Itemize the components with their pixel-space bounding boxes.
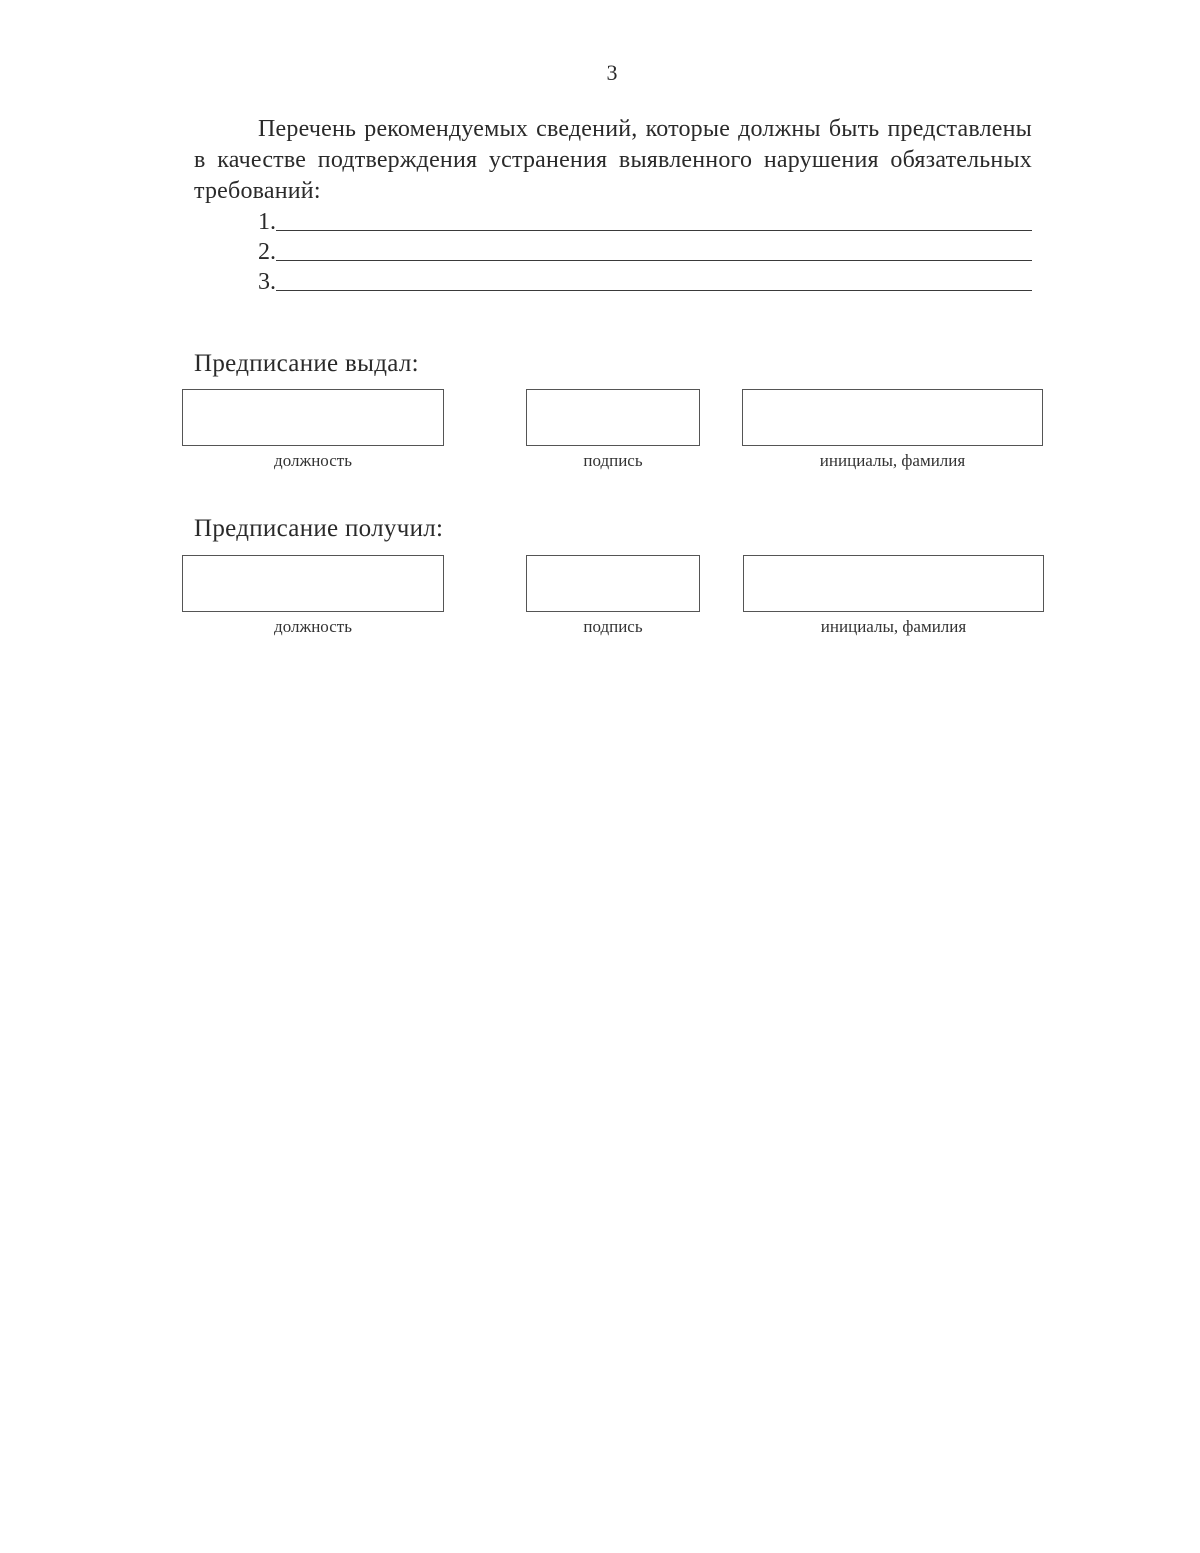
- item-fill-line[interactable]: [276, 259, 1032, 261]
- items-list: [258, 206, 1032, 296]
- issued-title: Предписание выдал:: [194, 350, 419, 377]
- intro-paragraph: Перечень рекомендуемых сведений, которые должны быть представлены в качестве подтверждения устранения выявленного нарушения обязательных требований:: [194, 116, 1032, 204]
- received-name-box[interactable]: [743, 555, 1044, 612]
- item-number: 2.: [258, 239, 276, 265]
- received-position-caption: должность: [274, 617, 352, 636]
- issued-signature-caption: подпись: [583, 451, 643, 470]
- list-item: [258, 206, 1032, 236]
- issued-position-caption: должность: [274, 451, 352, 470]
- issued-signature-box[interactable]: [526, 389, 700, 446]
- received-signature-box[interactable]: [526, 555, 700, 612]
- received-position-box[interactable]: [182, 555, 444, 612]
- page-number: 3: [606, 60, 618, 85]
- received-title: Предписание получил:: [194, 515, 444, 542]
- item-fill-line[interactable]: [276, 229, 1032, 231]
- list-item: [258, 266, 1032, 296]
- issued-name-caption: инициалы, фамилия: [819, 451, 966, 470]
- received-signature-row: [0, 555, 1200, 645]
- item-number: 3.: [258, 269, 276, 295]
- received-signature-caption: подпись: [583, 617, 643, 636]
- issued-name-box[interactable]: [742, 389, 1043, 446]
- item-number: 1.: [258, 209, 276, 235]
- issued-signature-row: [0, 389, 1200, 479]
- issued-position-box[interactable]: [182, 389, 444, 446]
- item-fill-line[interactable]: [276, 289, 1032, 291]
- list-item: [258, 236, 1032, 266]
- received-name-caption: инициалы, фамилия: [820, 617, 967, 636]
